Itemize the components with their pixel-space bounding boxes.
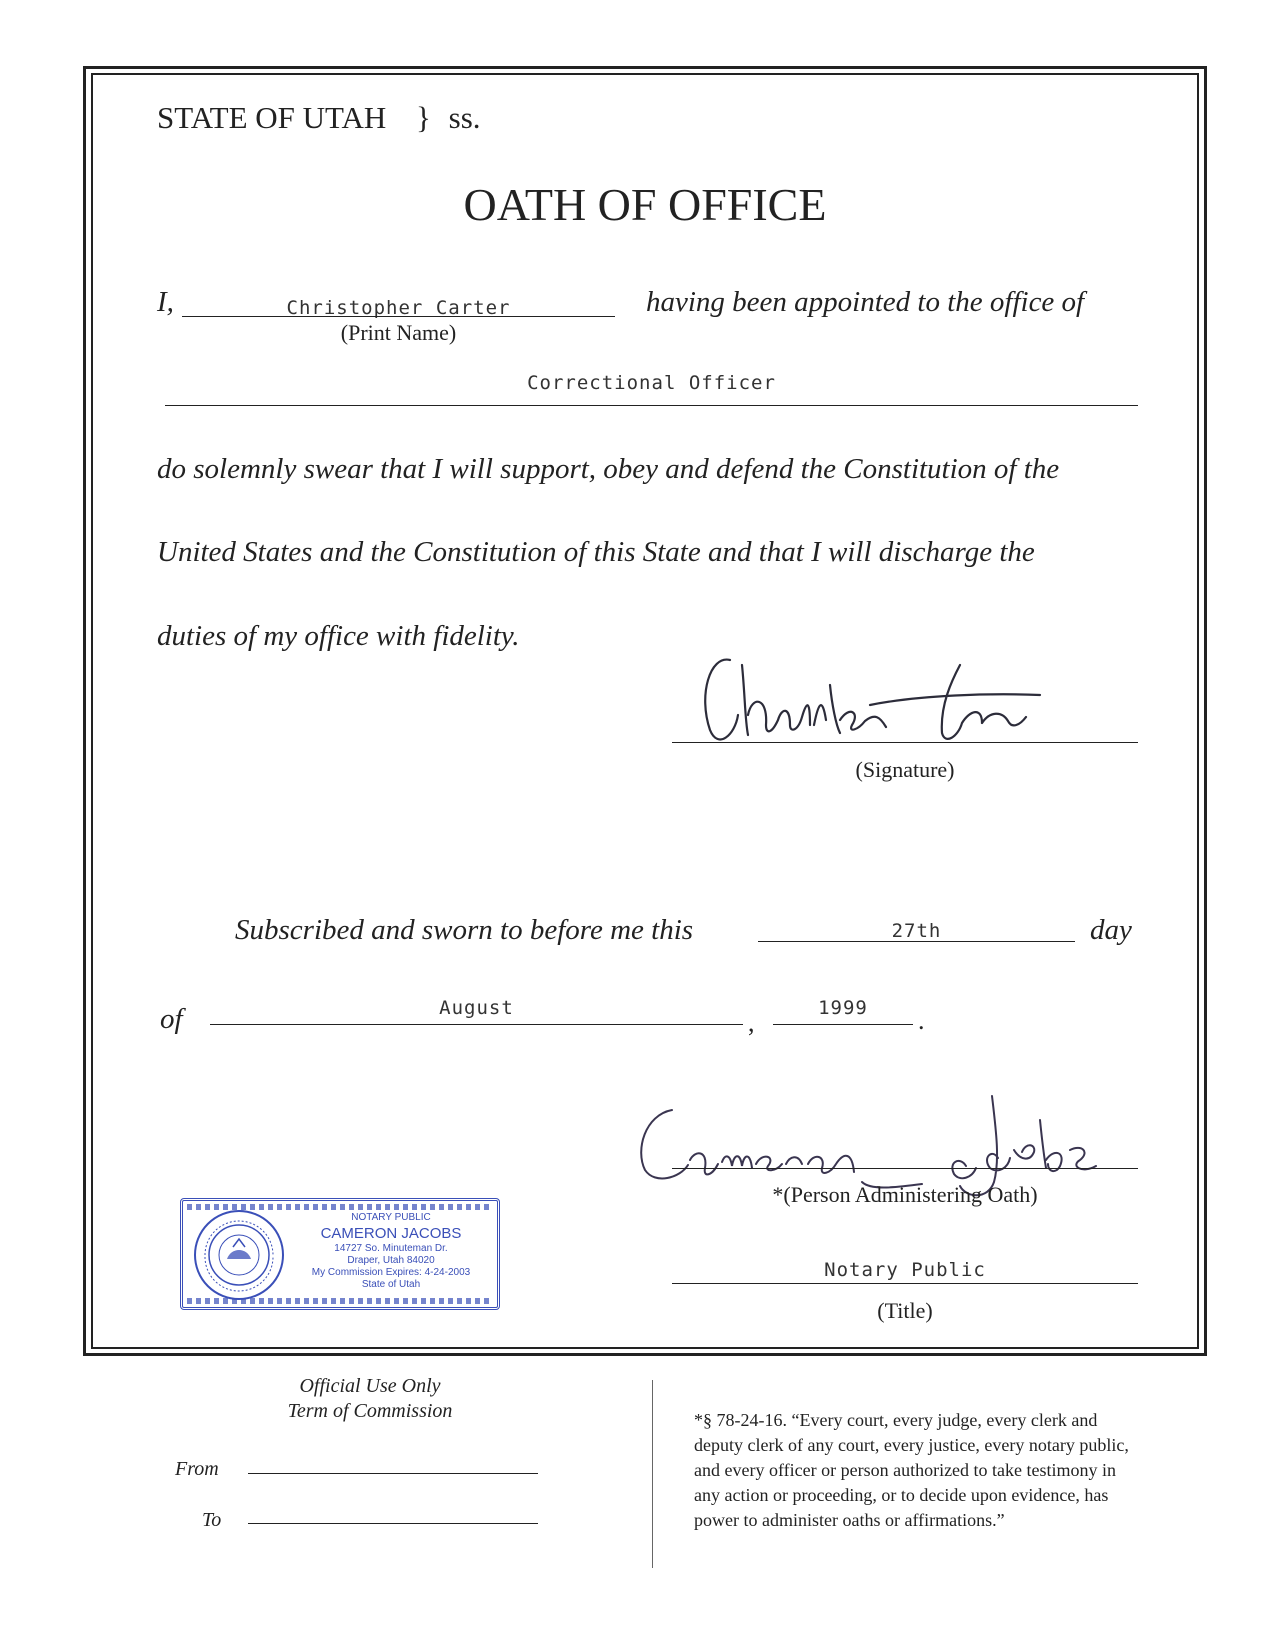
- ss-label: ss.: [448, 100, 481, 135]
- footnote-line-4: any action or proceeding, or to decide upon evidence, has: [694, 1485, 1109, 1505]
- administrator-caption: *(Person Administering Oath): [772, 1182, 1038, 1207]
- official-use-heading: Official Use Only: [299, 1375, 441, 1397]
- signature-line: [672, 742, 1138, 743]
- administrator-line: [672, 1168, 1138, 1169]
- year-line: [773, 1024, 913, 1025]
- footnote-line-3: and every officer or person authorized to take testimony in: [694, 1460, 1117, 1480]
- footnote-line-5: power to administer oaths or affirmations.”: [694, 1510, 1005, 1530]
- from-label: From: [175, 1458, 219, 1480]
- pronoun-label: I,: [157, 286, 174, 318]
- print-name-caption: (Print Name): [340, 320, 457, 345]
- office-value: Correctional Officer: [527, 372, 776, 394]
- stamp-line-2: CAMERON JACOBS: [320, 1225, 462, 1242]
- of-word: of: [160, 1003, 183, 1035]
- date-period: .: [918, 1006, 925, 1035]
- stamp-line-3: 14727 So. Minuteman Dr.: [334, 1243, 448, 1254]
- appointment-suffix: having been appointed to the office of: [646, 286, 1085, 318]
- title-value: Notary Public: [824, 1259, 986, 1281]
- month-value: August: [439, 997, 514, 1019]
- brace-glyph: }: [416, 100, 431, 135]
- document-title: OATH OF OFFICE: [463, 179, 827, 230]
- year-value: 1999: [818, 997, 868, 1019]
- to-label: To: [202, 1509, 222, 1531]
- title-line: [672, 1283, 1138, 1284]
- office-line: [165, 405, 1138, 406]
- day-word: day: [1090, 914, 1132, 946]
- to-line: [248, 1523, 538, 1524]
- stamp-line-6: State of Utah: [361, 1279, 421, 1290]
- subscribed-lead: Subscribed and sworn to before me this: [235, 914, 694, 946]
- term-of-commission-heading: Term of Commission: [287, 1400, 453, 1422]
- footer-divider: [652, 1380, 653, 1568]
- footnote-line-2: deputy clerk of any court, every justice, every notary public,: [694, 1435, 1129, 1455]
- title-caption: (Title): [877, 1298, 933, 1323]
- month-line: [210, 1024, 743, 1025]
- stamp-line-5: My Commission Expires: 4-24-2003: [311, 1267, 471, 1278]
- stamp-line-4: Draper, Utah 84020: [347, 1255, 435, 1266]
- oath-line-1: do solemnly swear that I will support, obey and defend the Constitution of the: [157, 453, 1060, 485]
- state-label: STATE OF UTAH: [157, 100, 387, 135]
- print-name-line: [182, 316, 615, 317]
- oath-line-2: United States and the Constitution of this State and that I will discharge the: [157, 536, 1035, 568]
- signature-caption: (Signature): [855, 757, 955, 782]
- venue-heading: [157, 100, 481, 136]
- oath-line-3: duties of my office with fidelity.: [157, 620, 520, 652]
- date-comma: ,: [748, 1008, 755, 1037]
- day-value: 27th: [891, 920, 942, 942]
- footnote-line-1: *§ 78-24-16. “Every court, every judge, every clerk and: [694, 1410, 1098, 1430]
- statute-footnote: [694, 1408, 1129, 1533]
- from-line: [248, 1473, 538, 1474]
- day-line: [758, 941, 1075, 942]
- notary-stamp: [180, 1198, 500, 1310]
- state-seal-icon: [191, 1207, 287, 1303]
- print-name-value: Christopher Carter: [286, 297, 511, 319]
- officer-signature-image: [690, 625, 1110, 755]
- stamp-line-1: NOTARY PUBLIC: [351, 1212, 431, 1223]
